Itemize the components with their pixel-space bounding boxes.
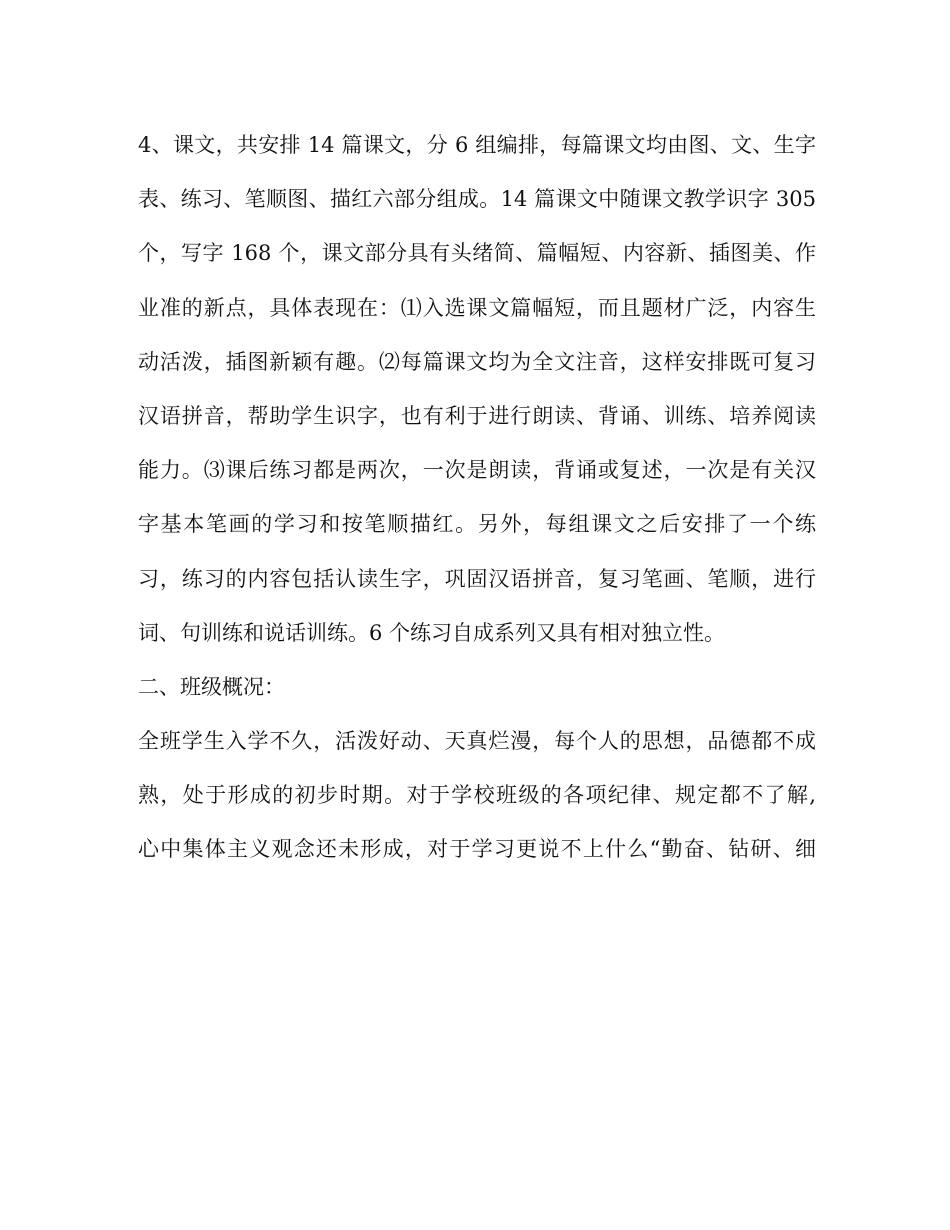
paragraph-textbook-lessons [138, 118, 816, 660]
text-line: 表、练习、笔顺图、描红六部分组成。14 篇课文中随课文教学识字 305 [138, 187, 816, 212]
text-line: 熟，处于形成的初步时期。对于学校班级的各项纪律、规定都不了解, [138, 783, 816, 808]
text-line: 业准的新点，具体表现在：⑴入选课文篇幅短，而且题材广泛，内容生 [138, 295, 816, 320]
text-line: 4、课文，共安排 14 篇课文，分 6 组编排，每篇课文均由图、文、生字 [138, 133, 816, 157]
text-line: 字基本笔画的学习和按笔顺描红。另外，每组课文之后安排了一个练 [138, 512, 816, 537]
text-line: 个，写字 168 个，课文部分具有头绪简、篇幅短、内容新、插图美、作 [138, 241, 816, 266]
section-heading: 二、班级概况： [138, 674, 285, 699]
text-line: 词、句训练和说话训练。6 个练习自成系列又具有相对独立性。 [138, 620, 726, 645]
text-line: 习，练习的内容包括认读生字，巩固汉语拼音，复习笔画、笔顺，进行 [138, 566, 816, 591]
section-heading-class-overview [138, 660, 816, 714]
text-line: 动活泼，插图新颖有趣。⑵每篇课文均为全文注音，这样安排既可复习 [138, 349, 816, 374]
document-body [138, 118, 816, 877]
text-line: 汉语拼音，帮助学生识字，也有利于进行朗读、背诵、训练、培养阅读 [138, 403, 816, 428]
paragraph-class-overview [138, 714, 816, 877]
text-line: 全班学生入学不久，活泼好动、天真烂漫，每个人的思想，品德都不成 [138, 729, 816, 754]
text-line: 能力。⑶课后练习都是两次，一次是朗读，背诵或复述，一次是有关汉 [138, 458, 816, 483]
text-line: 心中集体主义观念还未形成，对于学习更说不上什么“勤奋、钻研、细 [138, 837, 816, 862]
